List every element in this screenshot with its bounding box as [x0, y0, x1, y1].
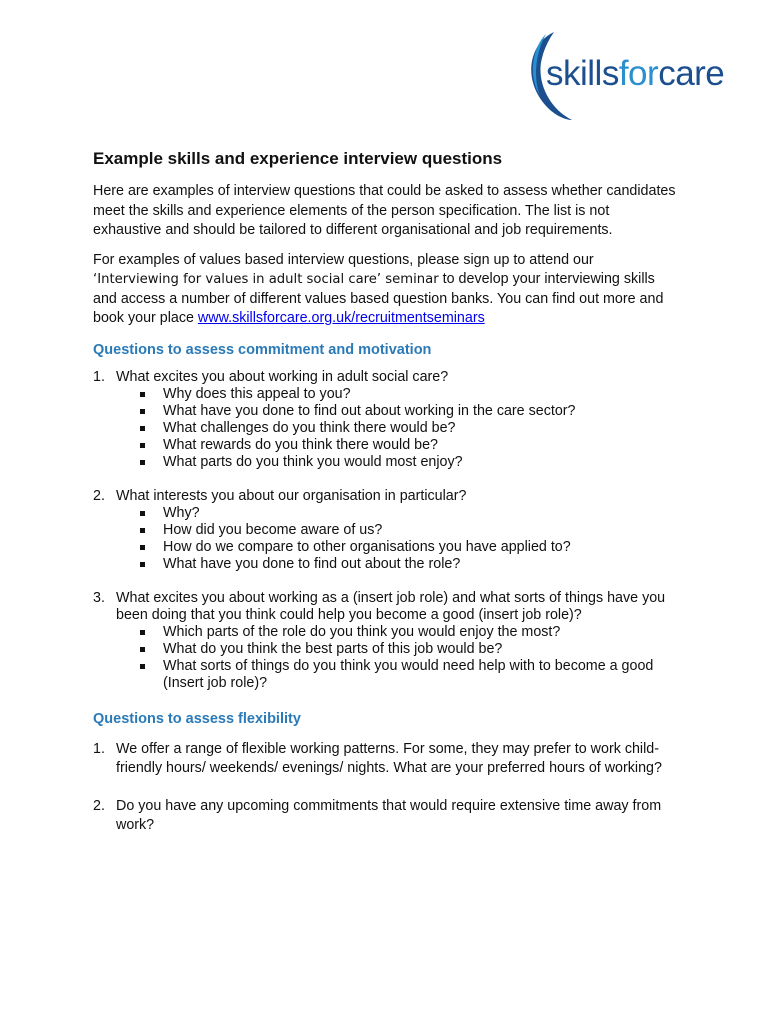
question-item [93, 797, 677, 836]
question-number: 2. [93, 797, 105, 814]
sub-question: What sorts of things do you think you would need help with to become a good (Insert job role)? [140, 658, 677, 692]
question-text: What excites you about working in adult social care? [116, 368, 449, 385]
question-item [93, 369, 677, 471]
sub-question-list [93, 505, 677, 573]
question-number: 1. [93, 368, 105, 385]
section-heading-commitment: Questions to assess commitment and motivation [93, 341, 432, 358]
flexibility-question-list [93, 740, 677, 836]
skillsforcare-logo [526, 30, 726, 120]
question-number: 1. [93, 740, 105, 757]
sub-question: What challenges do you think there would be? [140, 420, 677, 437]
question-item [93, 488, 677, 573]
section-heading-flexibility: Questions to assess flexibility [93, 710, 301, 727]
values-text-2: to develop your interviewing skills and access a number of different values based question banks. You can find out more and book your place [93, 271, 664, 326]
sub-question: What rewards do you think there would be? [140, 437, 677, 454]
recruitment-seminars-link[interactable]: www.skillsforcare.org.uk/recruitmentseminars [197, 310, 485, 326]
sub-question-list [93, 386, 677, 471]
question-text: We offer a range of flexible working patterns. For some, they may prefer to work child-friendly hours/ weekends/ evenings/ nights. What are your preferred hours of working? [116, 740, 662, 776]
sub-question-list [93, 624, 677, 692]
intro-paragraph: Here are examples of interview questions that could be asked to assess whether candidates meet the skills and experience elements of the person specification. The list is not exhaustive and should be tailored to different organisational and job requirements. [93, 183, 676, 238]
sub-question: How did you become aware of us? [140, 522, 677, 539]
seminar-name: ‘Interviewing for values in adult social care’ seminar [93, 272, 439, 287]
sub-question: What have you done to find out about the role? [140, 556, 677, 573]
document-body [93, 148, 677, 836]
values-text-1: For examples of values based interview questions, please sign up to attend our [93, 251, 594, 268]
logo-wordmark: skillsforcare [546, 54, 725, 93]
sub-question: How do we compare to other organisations you have applied to? [140, 539, 677, 556]
sub-question: Which parts of the role do you think you would enjoy the most? [140, 624, 677, 641]
sub-question: What parts do you think you would most enjoy? [140, 454, 677, 471]
sub-question: What have you done to find out about working in the care sector? [140, 403, 677, 420]
values-paragraph [93, 251, 677, 329]
sub-question: Why? [140, 505, 677, 522]
question-number: 2. [93, 487, 105, 504]
question-item [93, 740, 677, 779]
question-number: 3. [93, 589, 105, 606]
question-item [93, 590, 677, 692]
page-title: Example skills and experience interview questions [93, 149, 503, 168]
sub-question: Why does this appeal to you? [140, 386, 677, 403]
question-text: Do you have any upcoming commitments that would require extensive time away from work? [116, 797, 662, 833]
sub-question: What do you think the best parts of this job would be? [140, 641, 677, 658]
question-text: What interests you about our organisation in particular? [116, 487, 467, 504]
question-text: What excites you about working as a (insert job role) and what sorts of things have you been doing that you think could help you become a good (insert job role)? [116, 589, 666, 623]
commitment-question-list [93, 369, 677, 692]
